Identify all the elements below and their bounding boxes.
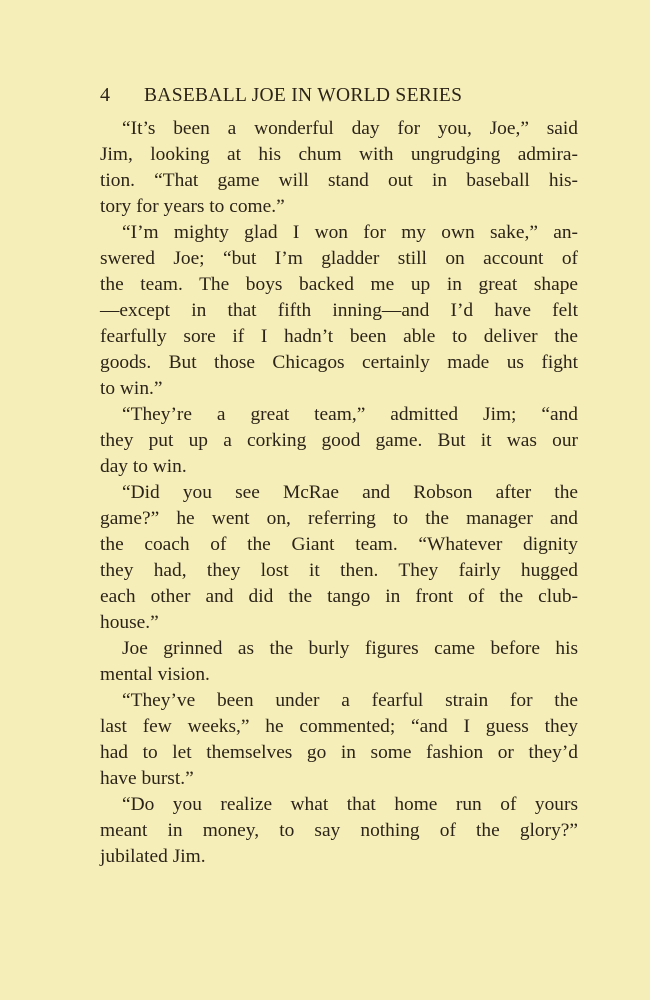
paragraph	[100, 402, 578, 480]
page-number: 4	[100, 84, 111, 106]
text-line: day to win.	[100, 456, 187, 477]
running-head	[100, 84, 578, 114]
text-line: mental vision.	[100, 664, 210, 685]
text-line: Joe grinned as the burly figures came before his	[122, 638, 578, 659]
text-line: have burst.”	[100, 768, 194, 789]
text-line: tion. “That game will stand out in baseball his-	[100, 170, 578, 191]
running-title: BASEBALL JOE IN WORLD SERIES	[144, 85, 463, 106]
text-line: “Do you realize what that home run of yours	[122, 794, 578, 815]
text-line: last few weeks,” he commented; “and I guess they	[100, 716, 578, 737]
text-line: “It’s been a wonderful day for you, Joe,” said	[122, 118, 578, 139]
text-line: had to let themselves go in some fashion or they’d	[100, 742, 578, 763]
paragraph	[100, 220, 578, 402]
body-text	[100, 116, 578, 870]
text-line: to win.”	[100, 378, 163, 399]
text-line: they had, they lost it then. They fairly hugged	[100, 560, 578, 581]
text-line: Jim, looking at his chum with ungrudging admira-	[100, 144, 578, 165]
text-line: meant in money, to say nothing of the glory?”	[100, 820, 578, 841]
text-line: fearfully sore if I hadn’t been able to deliver the	[100, 326, 578, 347]
text-line: goods. But those Chicagos certainly made us fight	[100, 352, 578, 373]
text-line: swered Joe; “but I’m gladder still on account of	[100, 248, 578, 269]
text-line: “Did you see McRae and Robson after the	[122, 482, 578, 503]
text-line: house.”	[100, 612, 159, 633]
paragraph	[100, 792, 578, 870]
text-line: “They’ve been under a fearful strain for the	[122, 690, 578, 711]
text-line: “They’re a great team,” admitted Jim; “and	[122, 404, 578, 425]
paragraph	[100, 116, 578, 220]
text-line: the coach of the Giant team. “Whatever dignity	[100, 534, 578, 555]
text-line: each other and did the tango in front of the club-	[100, 586, 578, 607]
text-line: they put up a corking good game. But it was our	[100, 430, 578, 451]
text-line: game?” he went on, referring to the manager and	[100, 508, 578, 529]
text-line: tory for years to come.”	[100, 196, 285, 217]
text-line: “I’m mighty glad I won for my own sake,” an-	[122, 222, 578, 243]
paragraph	[100, 480, 578, 636]
text-line: the team. The boys backed me up in great shape	[100, 274, 578, 295]
text-line: jubilated Jim.	[100, 846, 206, 867]
text-line: —except in that fifth inning—and I’d have felt	[100, 300, 578, 321]
paragraph	[100, 688, 578, 792]
paragraph	[100, 636, 578, 688]
